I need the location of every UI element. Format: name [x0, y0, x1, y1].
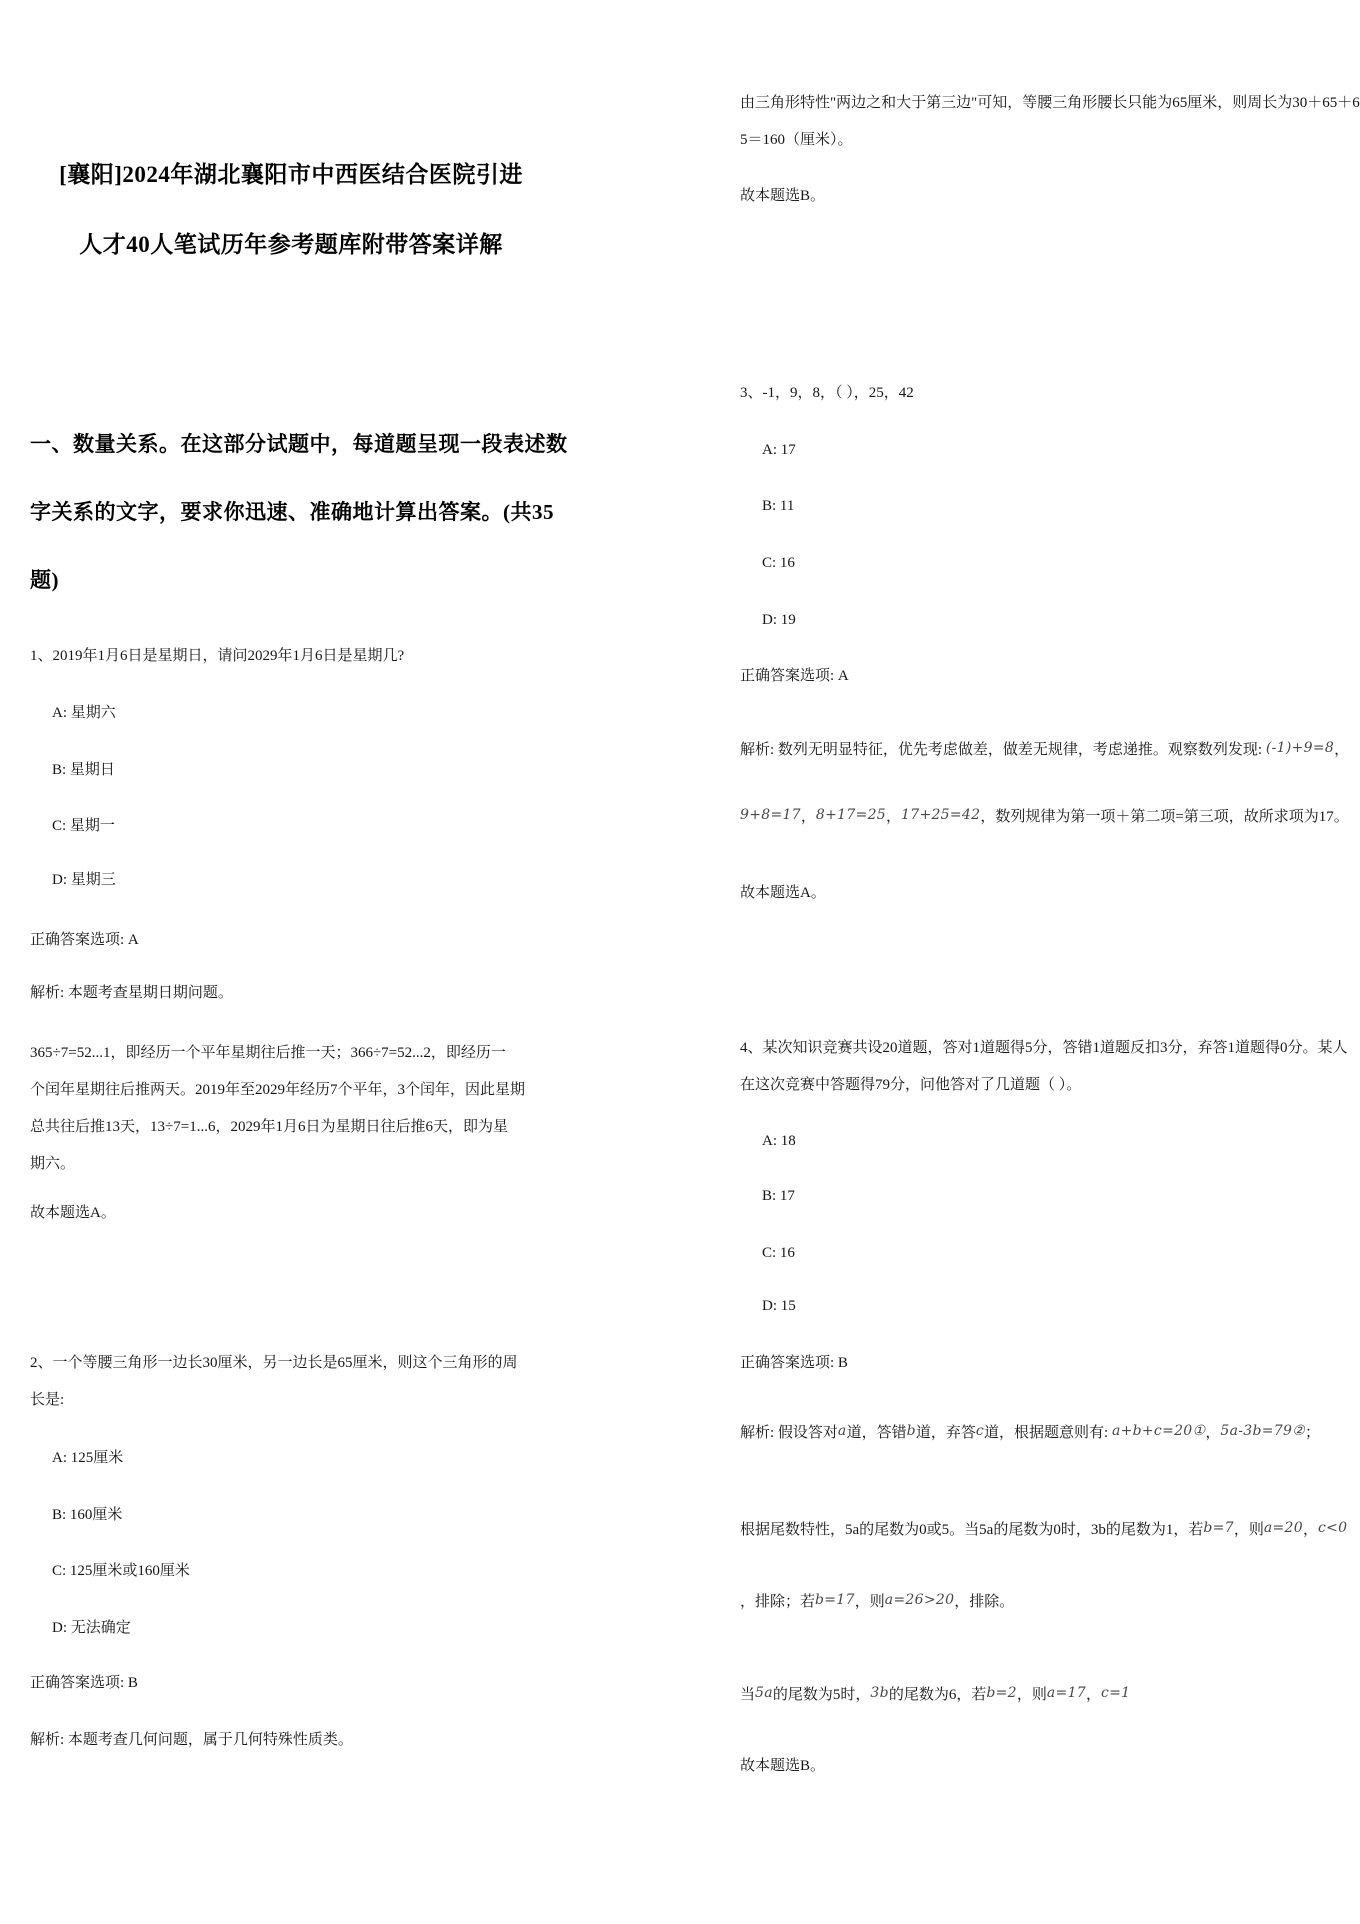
text-segment: ， [1205, 1425, 1221, 1441]
text-line: 正确答案选项: A [740, 668, 849, 684]
math-formula: c=1 [1101, 1685, 1131, 1701]
text-segment: ，则 [1016, 1687, 1047, 1703]
math-formula: a=26>20 [884, 1592, 955, 1608]
text-line: 在这次竞赛中答题得79分，问他答对了几道题（ ）。 [740, 1077, 1082, 1093]
text-line: 365÷7=52...1，即经历一个平年星期往后推一天；366÷7=52...2，即经历一 [30, 1045, 506, 1061]
text-line: A: 星期六 [52, 705, 116, 721]
text-line: B: 17 [762, 1188, 795, 1204]
math-formula: b [906, 1423, 916, 1439]
text-line [740, 1413, 1332, 1452]
text-line [740, 1582, 1332, 1621]
option-line [52, 695, 552, 732]
text-line: 长是: [30, 1392, 65, 1408]
left-column [30, 0, 568, 1924]
option-line [762, 1288, 1332, 1325]
text-line: D: 无法确定 [52, 1620, 131, 1636]
text-segment: ， [1334, 742, 1350, 758]
text-line: 题) [30, 568, 59, 592]
option-line [52, 862, 552, 899]
text-line: 总共往后推13天，13÷7=1...6，2029年1月6日为星期日往后推6天，即为星 [30, 1119, 508, 1135]
math-formula: 8+17=25 [815, 807, 887, 823]
text-segment: ，则 [854, 1594, 885, 1610]
text-line: 由三角形特性"两边之和大于第三边"可知，等腰三角形腰长只能为65厘米，则周长为30＋65＋6 [740, 95, 1360, 111]
analysis-line [740, 730, 1350, 769]
text-segment: ，则 [1233, 1522, 1264, 1538]
text-line: D: 15 [762, 1298, 796, 1314]
math-formula: 3b [870, 1685, 889, 1701]
answer-line [740, 1345, 1332, 1382]
math-formula: a [837, 1423, 847, 1439]
option-line [762, 545, 1332, 582]
question-stem [740, 1030, 1348, 1104]
text-segment: ，数列规律为第一项＋第二项=第三项，故所求项为17。 [980, 809, 1349, 825]
right-column [740, 0, 1360, 1924]
math-formula: b=7 [1203, 1520, 1234, 1536]
text-line: 解析: 本题考查几何问题，属于几何特殊性质类。 [30, 1732, 353, 1748]
text-line: 故本题选B。 [740, 188, 826, 204]
math-formula: a+b+c=20① [1111, 1423, 1206, 1439]
analysis-line [30, 975, 552, 1012]
analysis-line [740, 1413, 1332, 1452]
paragraph [740, 85, 1360, 159]
section-heading [30, 410, 568, 614]
answer-line [30, 1665, 552, 1702]
math-formula: 5a [755, 1685, 773, 1701]
text-line: D: 星期三 [52, 872, 116, 888]
text-line: B: 160厘米 [52, 1507, 123, 1523]
option-line [762, 488, 1332, 525]
option-line [762, 1235, 1332, 1272]
option-line [762, 1123, 1332, 1160]
question-stem [30, 1345, 552, 1419]
option-line [52, 808, 552, 845]
math-formula: 17+25=42 [901, 807, 981, 823]
conclusion-line [740, 178, 1332, 215]
text-segment: ， [800, 809, 816, 825]
math-formula: b=17 [815, 1592, 855, 1608]
math-formula: a=20 [1263, 1520, 1303, 1536]
text-line: 故本题选A。 [740, 885, 826, 901]
text-line: 正确答案选项: B [740, 1355, 848, 1371]
text-line: 5＝160（厘米）。 [740, 132, 853, 148]
text-segment: 根据尾数特性，5a的尾数为0或5。当5a的尾数为0时，3b的尾数为1，若 [740, 1522, 1204, 1538]
text-segment: 道，弃答 [915, 1425, 976, 1441]
text-segment: 解析: 假设答对 [740, 1425, 838, 1441]
text-segment: ，排除；若 [740, 1594, 816, 1610]
text-line: D: 19 [762, 612, 796, 628]
text-line: B: 星期日 [52, 762, 115, 778]
text-line: 故本题选B。 [740, 1758, 826, 1774]
text-line: 个闰年星期往后推两天。2019年至2029年经历7个平年，3个闰年，因此星期 [30, 1082, 526, 1098]
paragraph [30, 1035, 552, 1183]
math-formula: 5a-3b=79② [1220, 1423, 1306, 1439]
text-segment: 道，根据题意则有: [984, 1425, 1112, 1441]
math-formula: 9+8=17 [740, 807, 801, 823]
text-line: 正确答案选项: A [30, 932, 139, 948]
text-line: B: 11 [762, 498, 795, 514]
text-line [740, 1675, 1332, 1714]
text-segment: 解析: 数列无明显特征，优先考虑做差，做差无规律，考虑递推。观察数列发现: [740, 742, 1266, 758]
text-line [740, 1510, 1348, 1549]
text-segment: ； [1305, 1425, 1321, 1441]
math-formula: b=2 [986, 1685, 1017, 1701]
text-line: 字关系的文字，要求你迅速、准确地计算出答案。(共35 [30, 500, 554, 524]
analysis-line [740, 1582, 1332, 1621]
answer-line [30, 922, 552, 959]
text-line: C: 125厘米或160厘米 [52, 1563, 190, 1579]
text-segment: 道，答错 [846, 1425, 907, 1441]
option-line [52, 1497, 552, 1534]
text-line [740, 730, 1350, 769]
math-formula: (-1)+9=8 [1265, 740, 1335, 756]
analysis-line [30, 1722, 552, 1759]
question-stem [740, 375, 1332, 412]
text-segment: ， [1086, 1687, 1102, 1703]
question-stem [30, 638, 552, 675]
text-line: A: 125厘米 [52, 1450, 124, 1466]
text-line: 2、一个等腰三角形一边长30厘米，另一边长是65厘米，则这个三角形的周 [30, 1355, 518, 1371]
option-line [762, 432, 1332, 469]
text-line: 一、数量关系。在这部分试题中，每道题呈现一段表述数 [30, 432, 568, 456]
text-line: C: 星期一 [52, 818, 115, 834]
analysis-line [740, 1510, 1348, 1549]
text-segment: ， [886, 809, 902, 825]
text-line: 4、某次知识竞赛共设20道题，答对1道题得5分，答错1道题反扣3分，弃答1道题得0分。某人 [740, 1040, 1348, 1056]
option-line [52, 1610, 552, 1647]
text-line: C: 16 [762, 1245, 795, 1261]
text-line: 人才40人笔试历年参考题库附带答案详解 [79, 232, 503, 257]
text-line: 期六。 [30, 1156, 76, 1172]
option-line [762, 602, 1332, 639]
text-segment: 当 [740, 1687, 756, 1703]
text-line [740, 797, 1349, 836]
option-line [52, 1440, 552, 1477]
answer-line [740, 658, 1332, 695]
analysis-line [740, 797, 1349, 836]
math-formula: c [975, 1423, 985, 1439]
math-formula: a=17 [1046, 1685, 1086, 1701]
text-line: A: 17 [762, 442, 796, 458]
math-formula: c<0 [1317, 1520, 1348, 1536]
option-line [52, 1553, 552, 1590]
text-line: [襄阳]2024年湖北襄阳市中西医结合医院引进 [59, 162, 523, 187]
option-line [52, 752, 552, 789]
analysis-line [740, 1675, 1332, 1714]
text-line: 1、2019年1月6日是星期日，请问2029年1月6日是星期几? [30, 648, 405, 664]
text-line: C: 16 [762, 555, 795, 571]
text-segment: ，排除。 [954, 1594, 1015, 1610]
conclusion-line [30, 1195, 552, 1232]
text-line: 正确答案选项: B [30, 1675, 138, 1691]
text-line: 解析: 本题考查星期日期问题。 [30, 985, 233, 1001]
text-segment: 的尾数为6，若 [888, 1687, 987, 1703]
text-line: 3、-1，9，8，（ ），25，42 [740, 385, 914, 401]
conclusion-line [740, 1748, 1332, 1785]
text-segment: ， [1302, 1522, 1318, 1538]
text-segment: 的尾数为5时， [772, 1687, 871, 1703]
text-line: 故本题选A。 [30, 1205, 116, 1221]
doc-title [30, 140, 552, 280]
conclusion-line [740, 875, 1332, 912]
option-line [762, 1178, 1332, 1215]
text-line: A: 18 [762, 1133, 796, 1149]
